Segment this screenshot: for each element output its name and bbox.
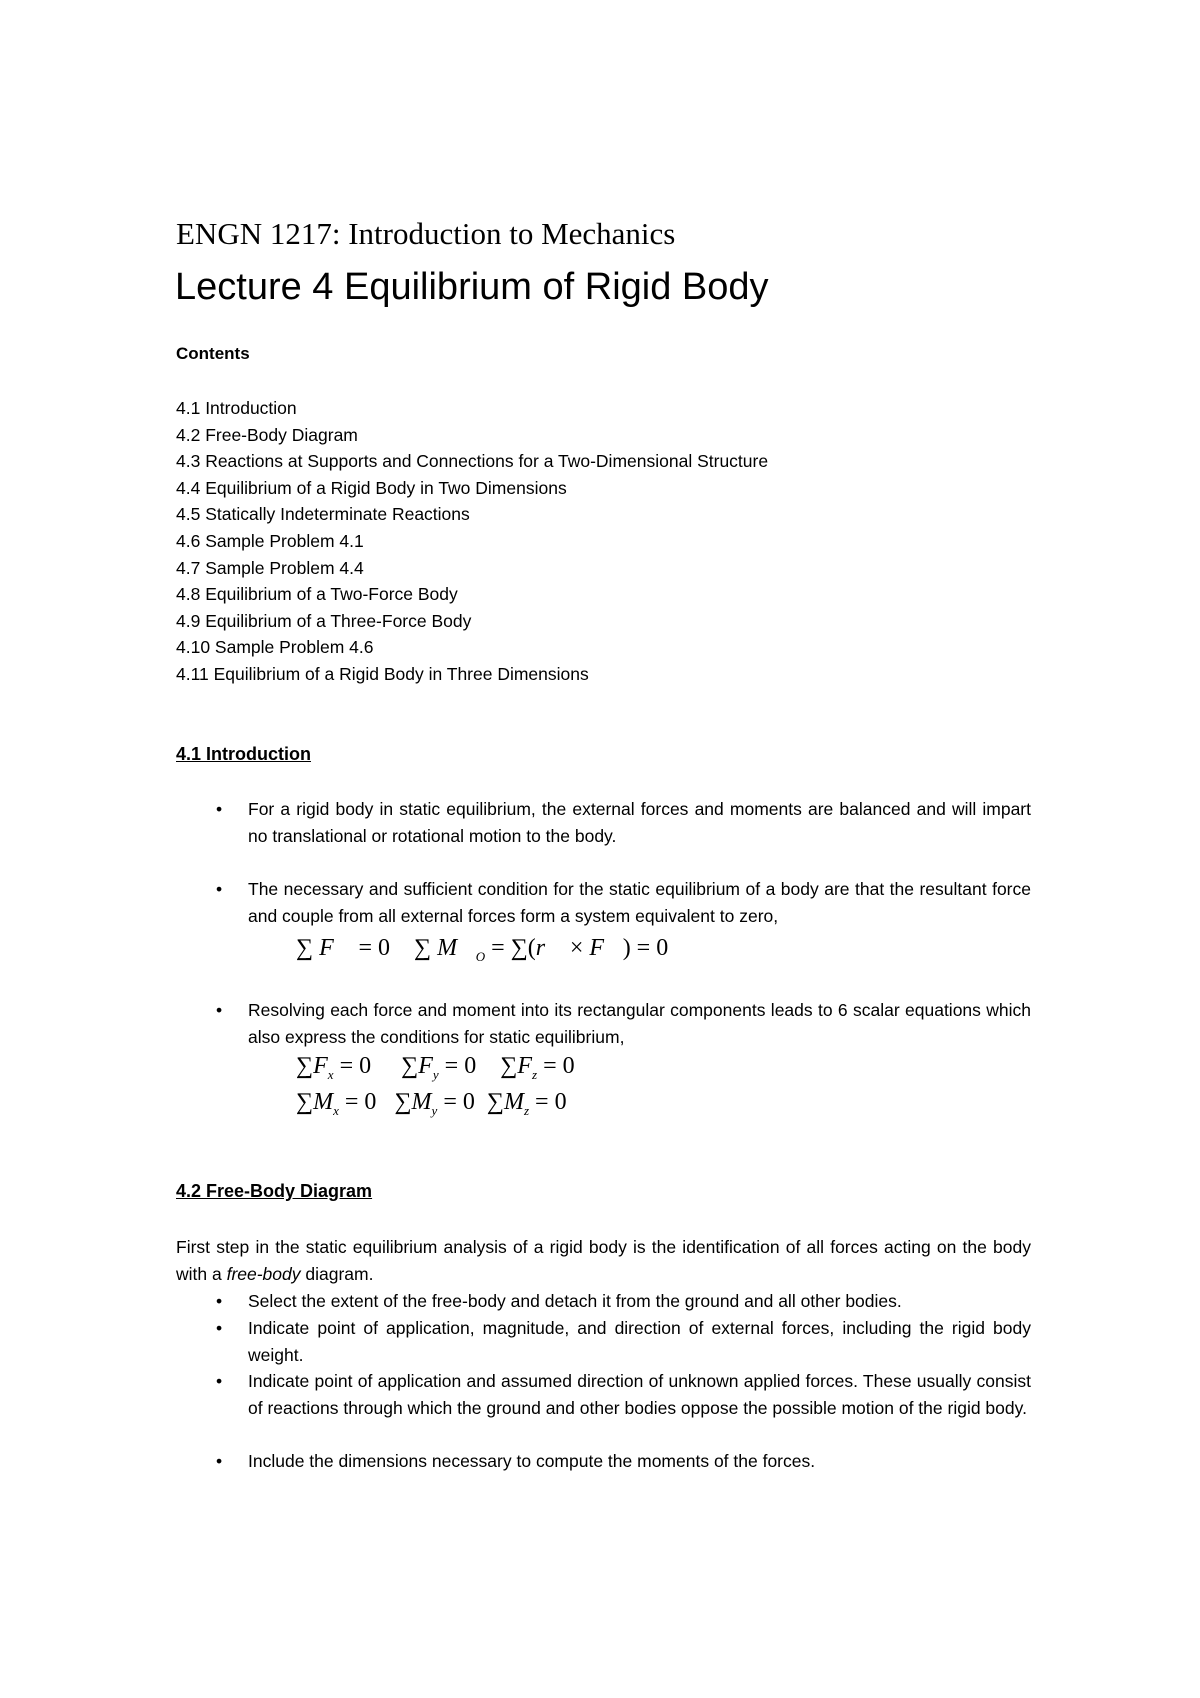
bullet-icon: • — [216, 1451, 223, 1471]
equation-vector-render: ∑ F⃗ = 0 ∑ $M⃗_O$ = ∑(r⃗ × F⃗) = 0 — [296, 935, 669, 964]
toc-item: 4.1 Introduction — [176, 398, 297, 418]
bullet-text: Indicate point of application and assumed direction of unknown applied forces. These usually consist of reactions through which the ground and other bodies oppose the possible motion of the rigid body. — [248, 1371, 1031, 1418]
bullet-icon: • — [216, 799, 223, 819]
table-of-contents — [176, 395, 768, 688]
bullet-icon: • — [216, 1000, 223, 1020]
toc-item: 4.2 Free-Body Diagram — [176, 424, 358, 445]
bullet-item — [176, 1368, 1031, 1421]
bullet-icon: • — [216, 1371, 223, 1391]
course-title: ENGN 1217: Introduction to Mechanics — [176, 216, 676, 251]
toc-item: 4.6 Sample Problem 4.1 — [176, 530, 364, 551]
bullet-text: Indicate point of application, magnitude, and direction of external forces, including the rigid body weight. — [248, 1318, 1031, 1365]
toc-item: 4.9 Equilibrium of a Three-Force Body — [176, 610, 472, 631]
toc-item: 4.5 Statically Indeterminate Reactions — [176, 504, 470, 525]
bullet-text: The necessary and sufficient condition for the static equilibrium of a body are that the resultant force and couple from all external forces form a system equivalent to zero, — [248, 879, 1031, 926]
bullet-item — [176, 796, 1031, 849]
lecture-title: Lecture 4 Equilibrium of Rigid Body — [175, 266, 769, 308]
bullet-icon: • — [216, 879, 223, 899]
bullet-icon: • — [216, 1318, 223, 1338]
toc-item: 4.8 Equilibrium of a Two-Force Body — [176, 584, 458, 605]
toc-item: 4.10 Sample Problem 4.6 — [176, 637, 374, 658]
contents-label: Contents — [176, 344, 250, 363]
toc-item: 4.4 Equilibrium of a Rigid Body in Two Dimensions — [176, 477, 567, 498]
section-heading-4-2: 4.2 Free-Body Diagram — [176, 1181, 373, 1201]
bullet-item — [176, 1448, 1031, 1475]
toc-item: 4.11 Equilibrium of a Rigid Body in Three Dimensions — [176, 663, 589, 684]
bullet-icon: • — [216, 1291, 223, 1311]
toc-item: 4.7 Sample Problem 4.4 — [176, 557, 364, 578]
section-intro — [176, 1234, 1031, 1287]
section-heading-4-1: 4.1 Introduction — [176, 744, 311, 764]
bullet-item — [176, 997, 1031, 1050]
intro-text-after: diagram. — [300, 1263, 374, 1284]
bullet-text: Include the dimensions necessary to compute the moments of the forces. — [248, 1451, 816, 1471]
bullet-item — [176, 1315, 1031, 1368]
bullet-text: Resolving each force and moment into its rectangular components leads to 6 scalar equations which also express the conditions for static equilibrium, — [248, 1000, 1031, 1047]
equation-scalar-moments-render: $\sum M_x = 0$ $\sum M_y = 0$ $\sum M_z = 0$ — [296, 1089, 567, 1118]
toc-item: 4.3 Reactions at Supports and Connections for a Two-Dimensional Structure — [176, 451, 769, 472]
intro-text-emph: free-body — [226, 1263, 301, 1284]
equation-scalar-forces-render: $\sum F_x = 0$ $\sum F_y = 0$ $\sum F_z = 0$ — [296, 1053, 575, 1082]
bullet-text: For a rigid body in static equilibrium, the external forces and moments are balanced and will impart no translational or rotational motion to the body. — [248, 799, 1031, 846]
bullet-item — [176, 876, 1031, 929]
bullet-text: Select the extent of the free-body and detach it from the ground and all other bodies. — [248, 1291, 902, 1311]
intro-text-before: First step in the static equilibrium analysis of a rigid body is the identification of all forces acting on the body with a — [176, 1237, 1031, 1284]
bullet-item — [176, 1288, 1031, 1315]
